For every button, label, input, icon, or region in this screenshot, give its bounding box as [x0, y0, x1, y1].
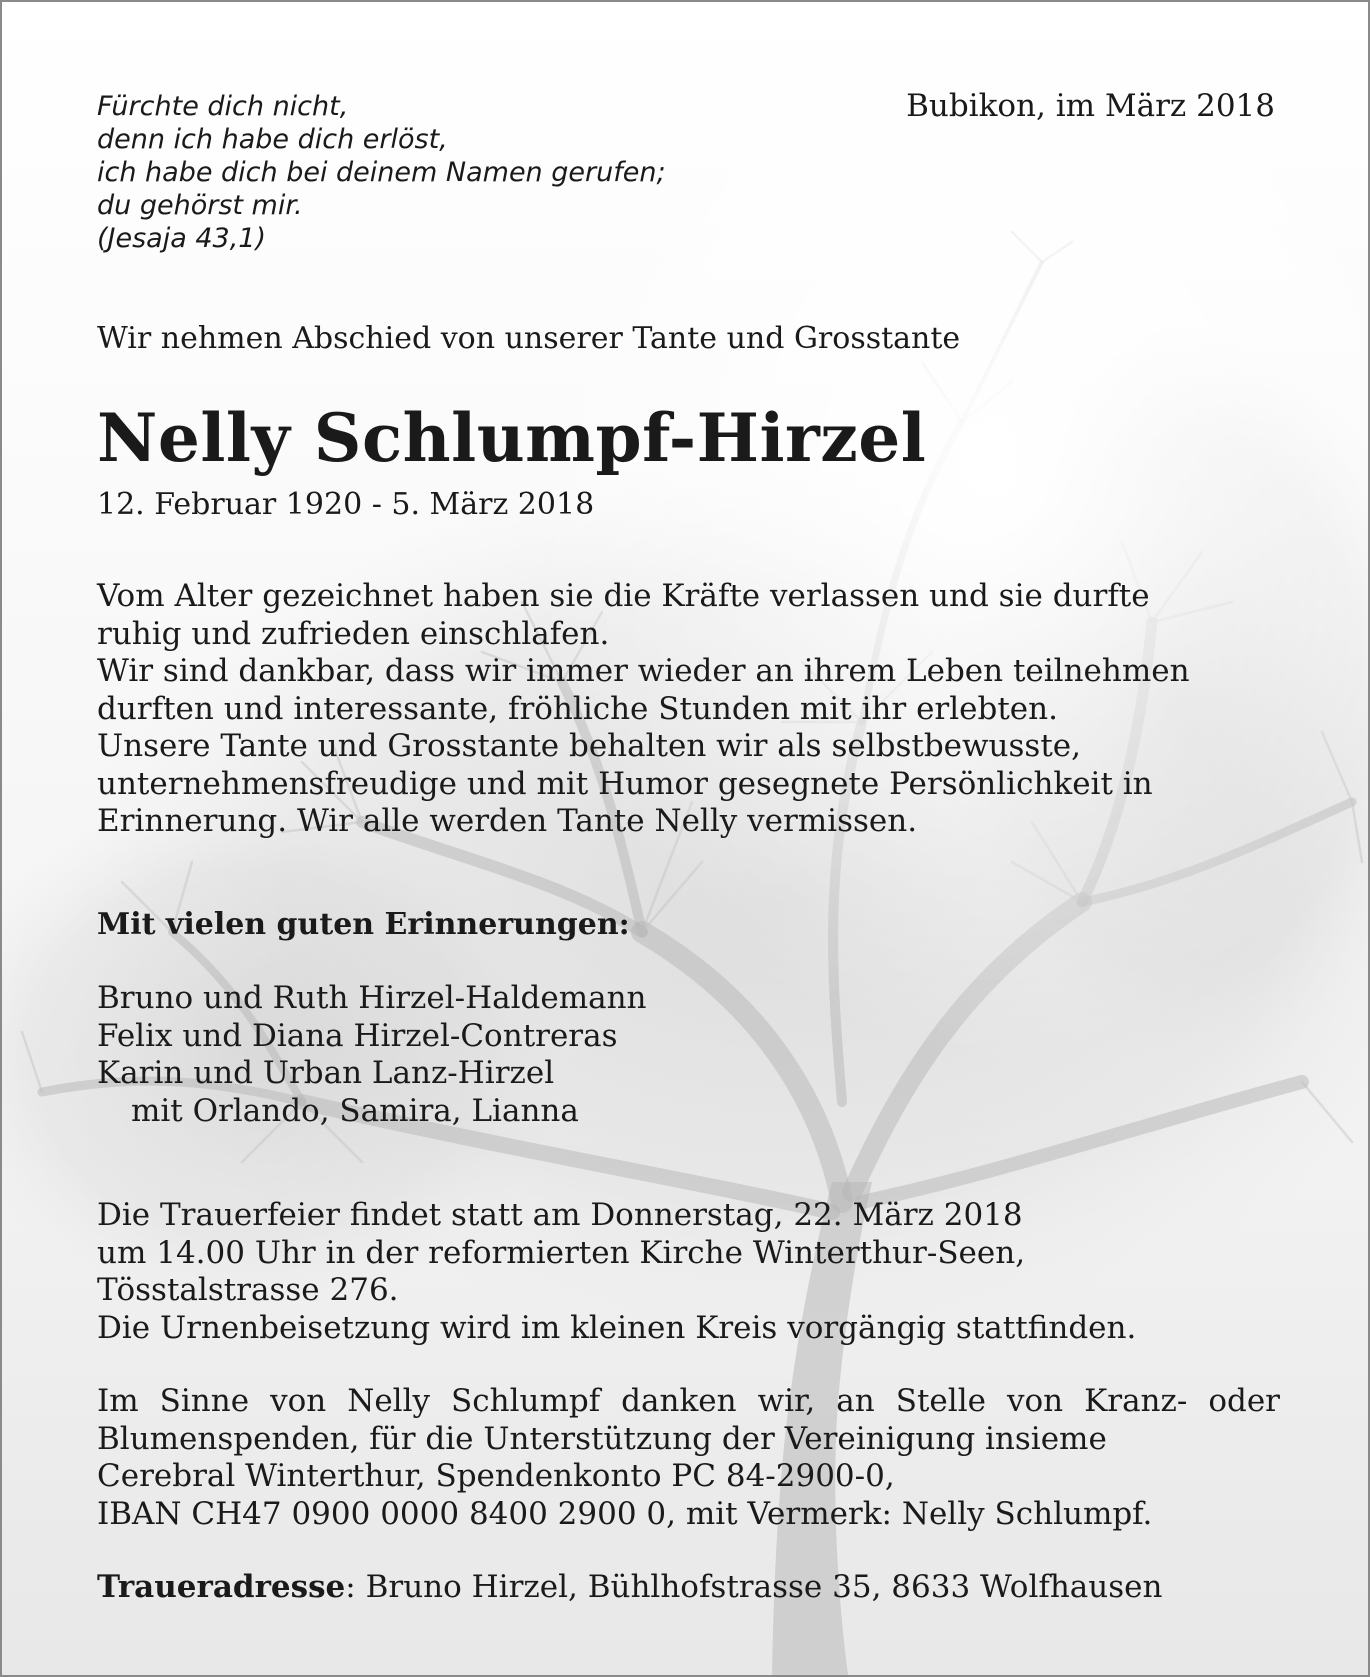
place-and-date: Bubikon, im März 2018: [906, 88, 1275, 124]
address-separator: :: [345, 1569, 356, 1605]
life-dates: 12. Februar 1920 - 5. März 2018: [97, 487, 595, 522]
verse-line: denn ich habe dich erlöst,: [97, 124, 448, 155]
ceremony-line: Die Trauerfeier findet statt am Donnerstag, 22. März 2018: [97, 1197, 1023, 1233]
eulogy-line: Erinnerung. Wir alle werden Tante Nelly vermissen.: [97, 803, 918, 839]
ceremony-line: Die Urnenbeisetzung wird im kleinen Kreis vorgängig stattfinden.: [97, 1309, 1137, 1346]
family-member: Felix und Diana Hirzel-Contreras: [97, 1017, 618, 1054]
family-children: mit Orlando, Samira, Lianna: [131, 1092, 579, 1129]
family-member: Karin und Urban Lanz-Hirzel: [97, 1055, 555, 1091]
eulogy-paragraph: [97, 578, 1190, 841]
verse-line: Fürchte dich nicht,: [97, 91, 349, 122]
deceased-name: Nelly Schlumpf-Hirzel: [97, 399, 927, 477]
eulogy-line: Unsere Tante und Grosstante behalten wir als selbstbewusste,: [97, 728, 1081, 764]
eulogy-line: ruhig und zufrieden einschlafen.: [97, 615, 610, 652]
verse-line: du gehörst mir.: [97, 190, 303, 221]
eulogy-line: Wir sind dankbar, dass wir immer wieder an ihrem Leben teilnehmen: [97, 653, 1190, 689]
family-list: [97, 980, 647, 1130]
donation-line: Im Sinne von Nelly Schlumpf danken wir, an Stelle von Kranz- oder: [97, 1383, 1280, 1419]
ceremony-line: Tösstalstrasse 276.: [97, 1272, 399, 1308]
donation-line: Cerebral Winterthur, Spendenkonto PC 84-2900-0,: [97, 1458, 895, 1494]
memories-heading: Mit vielen guten Erinnerungen:: [97, 907, 630, 942]
family-member: Bruno und Ruth Hirzel-Haldemann: [97, 980, 647, 1016]
bible-verse: [97, 90, 666, 255]
obituary-content: [2, 2, 1368, 1675]
eulogy-line: durften und interessante, fröhliche Stunden mit ihr erlebten.: [97, 690, 1058, 727]
ceremony-line: um 14.00 Uhr in der reformierten Kirche Winterthur-Seen,: [97, 1234, 1026, 1271]
address-label: Traueradresse: [97, 1569, 346, 1605]
eulogy-line: unternehmensfreudige und mit Humor gesegnete Persönlichkeit in: [97, 765, 1153, 802]
intro-line: Wir nehmen Abschied von unserer Tante und Grosstante: [97, 321, 961, 356]
ceremony-info: [97, 1197, 1136, 1347]
donation-info: [97, 1383, 1280, 1533]
donation-line: IBAN CH47 0900 0000 8400 2900 0, mit Vermerk: Nelly Schlumpf.: [97, 1495, 1153, 1532]
donation-line: Blumenspenden, für die Unterstützung der Vereinigung insieme: [97, 1420, 1107, 1457]
verse-reference: (Jesaja 43,1): [97, 223, 267, 254]
eulogy-line: Vom Alter gezeichnet haben sie die Kräfte verlassen und sie durfte: [97, 578, 1150, 614]
mourning-address: [97, 1569, 1162, 1607]
address-value: Bruno Hirzel, Bühlhofstrasse 35, 8633 Wolfhausen: [355, 1569, 1163, 1605]
verse-line: ich habe dich bei deinem Namen gerufen;: [97, 157, 666, 188]
